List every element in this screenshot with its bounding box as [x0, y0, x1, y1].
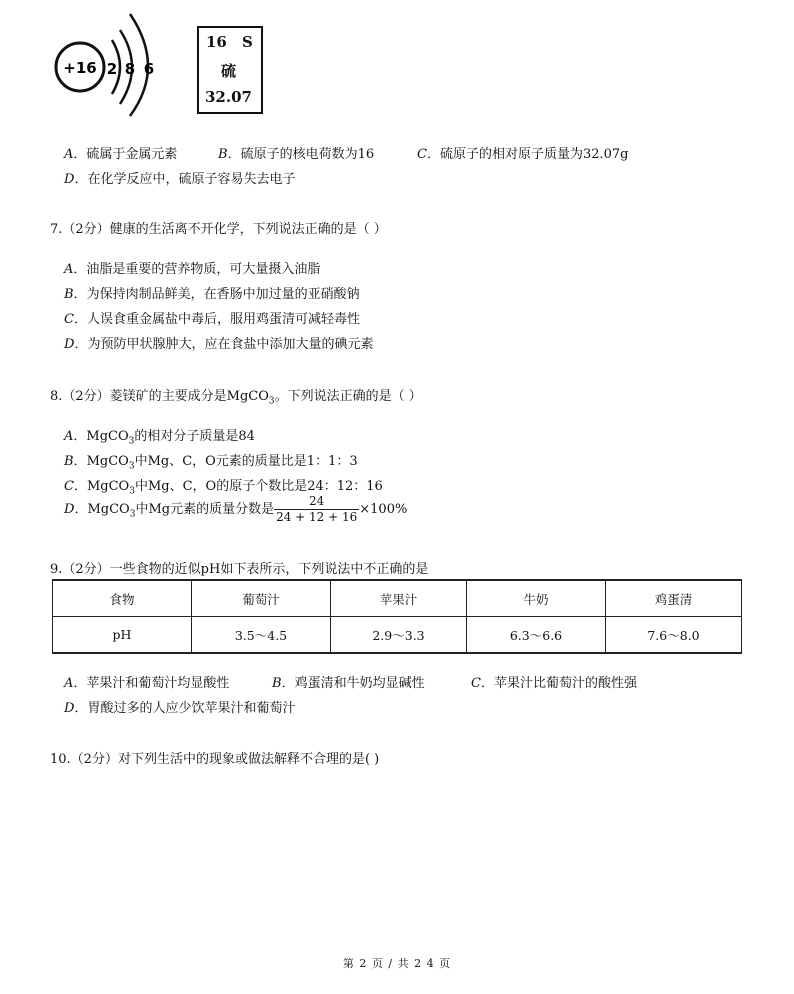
- nucleus-charge: +16: [63, 59, 97, 77]
- table-header-row: [53, 580, 742, 617]
- table-row: [53, 617, 742, 654]
- q8-option-a[interactable]: A．MgCO$_3$的相对分子质量是84: [64, 429, 255, 447]
- q9-title: 9.（2分）一些食物的近似pH如下表所示，下列说法中不正确的是: [50, 562, 429, 577]
- table-header-cell: 食物: [53, 580, 192, 617]
- table-header-cell: 苹果汁: [331, 580, 467, 617]
- mass-fraction: $\frac{24}{24 + 12 + 16}$: [276, 494, 358, 524]
- shell-electrons-3: 6: [143, 60, 155, 78]
- table-cell: 3.5～4.5: [192, 617, 331, 654]
- element-mass: 32.07: [205, 88, 252, 106]
- shell-electrons-2: 8: [124, 60, 136, 78]
- q7-option-d[interactable]: D．为预防甲状腺肿大，应在食盐中添加大量的碘元素: [64, 337, 374, 352]
- table-cell: 2.9～3.3: [331, 617, 467, 654]
- q8-option-b[interactable]: B．MgCO$_3$中Mg、C，O元素的质量比是1：1：3: [64, 454, 358, 472]
- q6-option-a[interactable]: A．硫属于金属元素: [64, 147, 178, 162]
- element-symbol: S: [242, 33, 253, 51]
- table-cell: pH: [53, 617, 192, 654]
- q9-option-a[interactable]: A．苹果汁和葡萄汁均显酸性: [64, 676, 230, 691]
- table-header-cell: 鸡蛋清: [606, 580, 742, 617]
- q7-option-b[interactable]: B．为保持肉制品鲜美，在香肠中加过量的亚硝酸钠: [64, 287, 360, 302]
- table-cell: 6.3～6.6: [467, 617, 606, 654]
- q9-option-c[interactable]: C．苹果汁比葡萄汁的酸性强: [471, 676, 637, 691]
- q6-option-b[interactable]: B．硫原子的核电荷数为16: [218, 147, 375, 162]
- q7-option-a[interactable]: A．油脂是重要的营养物质，可大量摄入油脂: [64, 262, 321, 277]
- q8-option-d[interactable]: D．MgCO$_3$中Mg元素的质量分数是 $\frac{24}{24 + 12 + 16}$ ×100%: [64, 494, 408, 524]
- page-footer: 第 2 页 / 共 2 4 页: [342, 957, 452, 970]
- atom-structure-diagram: [50, 10, 170, 120]
- table-header-cell: 葡萄汁: [192, 580, 331, 617]
- q8-option-c[interactable]: C．MgCO$_3$中Mg、C，O的原子个数比是24：12：16: [64, 479, 383, 497]
- element-name: 硫: [221, 62, 237, 80]
- table-header-cell: 牛奶: [467, 580, 606, 617]
- element-card: [197, 26, 263, 114]
- q6-option-d[interactable]: D．在化学反应中，硫原子容易失去电子: [64, 172, 296, 187]
- element-number: 16: [206, 33, 227, 51]
- table-cell: 7.6～8.0: [606, 617, 742, 654]
- q6-option-c[interactable]: C．硫原子的相对原子质量为32.07g: [417, 147, 629, 162]
- q10-title: 10.（2分）对下列生活中的现象或做法解释不合理的是( ): [50, 752, 380, 767]
- q9-option-d[interactable]: D．胃酸过多的人应少饮苹果汁和葡萄汁: [64, 701, 296, 716]
- shell-electrons-1: 2: [106, 60, 118, 78]
- q9-option-b[interactable]: B．鸡蛋清和牛奶均显碱性: [272, 676, 425, 691]
- q7-title: 7.（2分）健康的生活离不开化学，下列说法正确的是（ ）: [50, 222, 387, 237]
- q8-title: 8.（2分）菱镁矿的主要成分是MgCO$_3$。下列说法正确的是（ ）: [50, 389, 422, 407]
- q7-option-c[interactable]: C．人误食重金属盐中毒后，服用鸡蛋清可减轻毒性: [64, 312, 360, 327]
- ph-table: [52, 579, 742, 654]
